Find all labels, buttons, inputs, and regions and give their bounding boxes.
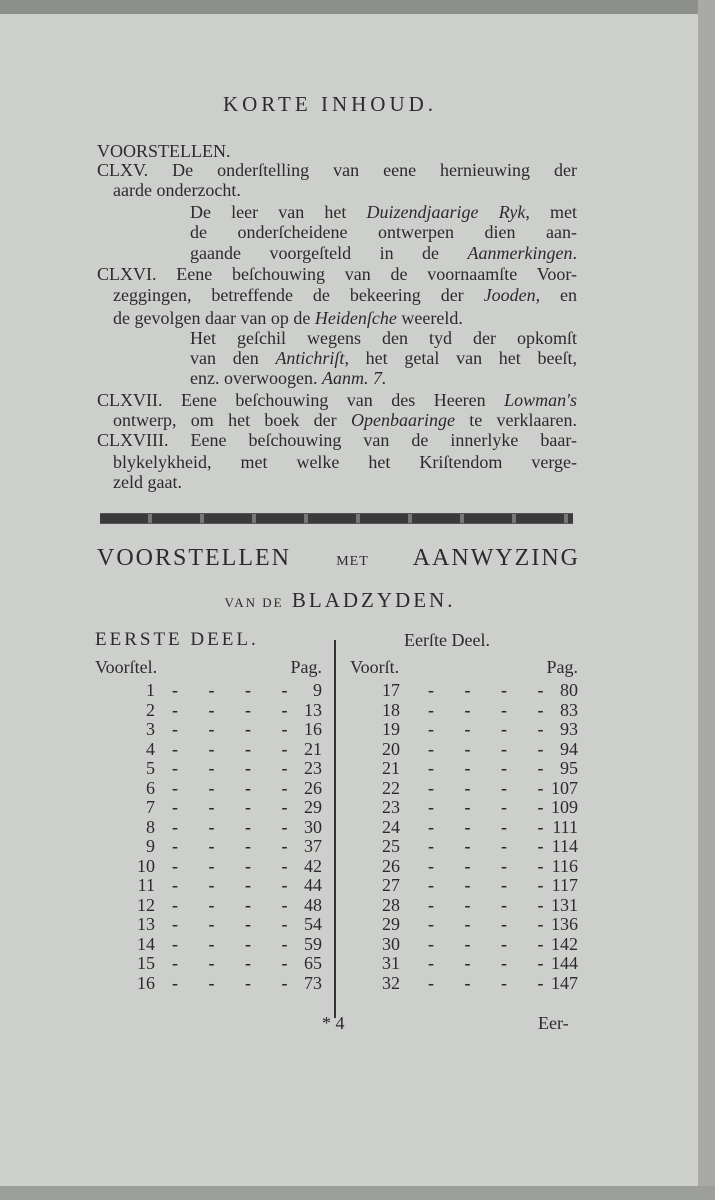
- proposition-number: 26: [382, 855, 400, 876]
- text: .: [572, 243, 577, 263]
- leader-dashes: - - - -: [428, 972, 557, 993]
- contents-line: [97, 389, 577, 411]
- leader-dashes: - - - -: [172, 914, 301, 934]
- text: CLXV. De onderſtelling van eene hernieuwing der: [97, 160, 577, 180]
- page-number: 26: [304, 777, 322, 798]
- page-number: 54: [304, 914, 322, 934]
- text: ontwerp, om het boek der: [113, 410, 351, 430]
- leader-dashes: - - - -: [172, 738, 301, 759]
- text: gaande voorgeſteld in de: [190, 243, 468, 263]
- leader-dashes: - - - -: [172, 933, 301, 954]
- contents-line: [113, 307, 463, 329]
- proposition-number: 30: [382, 933, 400, 954]
- proposition-number: 28: [382, 894, 400, 915]
- proposition-number: 1: [146, 680, 155, 700]
- text: enz. overwoogen.: [190, 368, 322, 388]
- page-number: 59: [304, 933, 322, 954]
- left-col-page-header: Pag.: [290, 657, 322, 677]
- proposition-number: 2: [146, 699, 155, 720]
- italic-text: Heidenſche: [314, 308, 397, 328]
- page-number: 13: [304, 699, 322, 720]
- leader-dashes: - - - -: [172, 855, 301, 876]
- page-number: 147: [551, 972, 578, 993]
- leader-dashes: - - - -: [172, 875, 301, 895]
- right-col-page-header: Pag.: [546, 657, 578, 677]
- leader-dashes: - - - -: [172, 797, 301, 817]
- scan-edge-top: [0, 0, 715, 14]
- contents-line: [113, 471, 182, 493]
- proposition-number: 8: [146, 816, 155, 837]
- ornamental-rule: [100, 513, 573, 524]
- text: te verklaaren.: [454, 410, 577, 430]
- page-number: 93: [560, 719, 578, 739]
- leader-dashes: - - - -: [428, 855, 557, 876]
- page-number: 42: [304, 855, 322, 876]
- text: van den: [190, 348, 276, 368]
- page-number: 65: [304, 953, 322, 973]
- page-number: 37: [304, 836, 322, 856]
- contents-line: [97, 429, 577, 451]
- italic-text: Duizendjaarige Ryk: [366, 202, 526, 222]
- contents-line: [113, 284, 577, 306]
- contents-line: [190, 221, 577, 243]
- leader-dashes: - - - -: [172, 758, 301, 778]
- proposition-number: 20: [382, 738, 400, 759]
- proposition-number: 13: [137, 914, 155, 934]
- left-col-number-header: Voorſtel.: [95, 657, 158, 677]
- page-number: 21: [304, 738, 322, 759]
- proposition-number: 24: [382, 816, 400, 837]
- proposition-number: 6: [146, 777, 155, 798]
- italic-text: Openbaaringe: [350, 410, 455, 430]
- page-number: 114: [551, 836, 578, 856]
- proposition-number: 14: [137, 933, 155, 954]
- text: CLXVI. Eene beſchouwing van de voornaamſte Voor-: [97, 264, 577, 284]
- page-number: 136: [551, 914, 578, 934]
- proposition-number: 19: [382, 719, 400, 739]
- signature-mark: * 4: [322, 1013, 345, 1033]
- contents-line: [97, 159, 577, 181]
- leader-dashes: - - - -: [428, 797, 557, 817]
- text: VOORSTELLEN.: [97, 141, 231, 161]
- page-number: 16: [304, 719, 322, 739]
- text: , en: [535, 285, 577, 305]
- text: , met: [525, 202, 577, 222]
- right-table-title: Eerſte Deel.: [404, 630, 490, 650]
- leader-dashes: - - - -: [428, 836, 557, 856]
- text: aarde onderzocht.: [113, 180, 241, 200]
- proposition-number: 9: [146, 836, 155, 856]
- contents-line: [113, 451, 577, 473]
- catchword: Eer-: [538, 1013, 569, 1033]
- proposition-number: 16: [137, 972, 155, 993]
- proposition-number: 22: [382, 777, 400, 798]
- leader-dashes: - - - -: [428, 875, 557, 895]
- italic-text: Lowman's: [504, 390, 577, 410]
- italic-text: Aanm. 7.: [321, 368, 387, 388]
- text: de gevolgen daar van op de: [113, 308, 315, 328]
- leader-dashes: - - - -: [172, 777, 301, 798]
- text: zeld gaat.: [113, 472, 182, 492]
- page-number: 30: [304, 816, 322, 837]
- page-number: 107: [551, 777, 578, 798]
- text: blykelykheid, met welke het Kriſtendom verge-: [113, 452, 577, 472]
- proposition-number: 31: [382, 953, 400, 973]
- proposition-number: 7: [146, 797, 155, 817]
- leader-dashes: - - - -: [428, 738, 557, 759]
- leader-dashes: - - - -: [428, 719, 557, 739]
- page-number: 116: [551, 855, 578, 876]
- text: CLXVIII. Eene beſchouwing van de innerlyke baar-: [97, 430, 577, 450]
- leader-dashes: - - - -: [172, 894, 301, 915]
- left-table-title: EERSTE DEEL.: [95, 629, 259, 650]
- proposition-number: 27: [382, 875, 400, 895]
- page-number: 80: [560, 680, 578, 700]
- proposition-number: 17: [382, 680, 400, 700]
- text: de onderſcheidene ontwerpen dien aan-: [190, 222, 577, 242]
- page-number: 83: [560, 699, 578, 720]
- column-divider: [334, 640, 336, 1018]
- contents-line: [97, 263, 577, 285]
- italic-text: Jooden: [483, 285, 536, 305]
- italic-text: Antichriſt: [275, 348, 345, 368]
- right-col-number-header: Voorſt.: [350, 657, 400, 677]
- page-number: 48: [304, 894, 322, 915]
- proposition-number: 5: [146, 758, 155, 778]
- proposition-number: 4: [146, 738, 155, 759]
- section-heading: [97, 545, 580, 572]
- leader-dashes: - - - -: [428, 777, 557, 798]
- text: weereld.: [396, 308, 463, 328]
- page-number: 144: [551, 953, 578, 973]
- contents-line: [190, 327, 577, 349]
- page-number: 73: [304, 972, 322, 993]
- contents-line: [113, 179, 241, 201]
- proposition-number: 15: [137, 953, 155, 973]
- section-subheading: [0, 588, 680, 613]
- page-number: 9: [313, 680, 322, 700]
- proposition-number: 32: [382, 972, 400, 993]
- leader-dashes: - - - -: [172, 836, 301, 856]
- proposition-number: 21: [382, 758, 400, 778]
- leader-dashes: - - - -: [428, 914, 557, 934]
- page-number: 29: [304, 797, 322, 817]
- contents-line: [113, 409, 577, 431]
- proposition-number: 10: [137, 855, 155, 876]
- page-number: 117: [551, 875, 578, 895]
- text: De leer van het: [190, 202, 367, 222]
- contents-line: [190, 201, 577, 223]
- page-number: 44: [304, 875, 322, 895]
- text: Het geſchil wegens den tyd der opkomſt: [190, 328, 577, 348]
- page-number: 94: [560, 738, 578, 759]
- page-number: 131: [551, 894, 578, 915]
- subheading-part: VAN DE: [224, 595, 284, 610]
- leader-dashes: - - - -: [172, 972, 301, 993]
- scan-edge-bottom: [0, 1186, 715, 1200]
- page-number: 142: [551, 933, 578, 954]
- leader-dashes: - - - -: [428, 758, 557, 778]
- italic-text: Aanmerkingen: [467, 243, 573, 263]
- page-number: 109: [551, 797, 578, 817]
- proposition-number: 23: [382, 797, 400, 817]
- heading-part: AANWYZING: [412, 545, 580, 571]
- page-number: 111: [552, 816, 578, 837]
- page-number: 23: [304, 758, 322, 778]
- proposition-number: 29: [382, 914, 400, 934]
- proposition-number: 18: [382, 699, 400, 720]
- proposition-number: 11: [137, 875, 155, 895]
- leader-dashes: - - - -: [172, 680, 301, 700]
- leader-dashes: - - - -: [172, 816, 301, 837]
- contents-line: [190, 347, 577, 369]
- leader-dashes: - - - -: [172, 699, 301, 720]
- proposition-number: 12: [137, 894, 155, 915]
- text: , het getal van het beeſt,: [344, 348, 577, 368]
- text: zeggingen, betreffende de bekeering der: [113, 285, 484, 305]
- proposition-number: 3: [146, 719, 155, 739]
- leader-dashes: - - - -: [428, 894, 557, 915]
- leader-dashes: - - - -: [172, 953, 301, 973]
- scan-edge-right: [698, 0, 715, 1200]
- subheading-part: BLADZYDEN.: [291, 588, 456, 612]
- leader-dashes: - - - -: [428, 953, 557, 973]
- leader-dashes: - - - -: [172, 719, 301, 739]
- proposition-number: 25: [382, 836, 400, 856]
- heading-part: VOORSTELLEN: [97, 545, 291, 571]
- heading-part: MET: [336, 554, 369, 569]
- page-title: KORTE INHOUD.: [222, 92, 438, 116]
- contents-line: [190, 367, 386, 389]
- leader-dashes: - - - -: [428, 699, 557, 720]
- leader-dashes: - - - -: [428, 680, 557, 700]
- contents-line: [190, 242, 577, 264]
- page-number: 95: [560, 758, 578, 778]
- leader-dashes: - - - -: [428, 933, 557, 954]
- leader-dashes: - - - -: [428, 816, 557, 837]
- text: CLXVII. Eene beſchouwing van des Heeren: [97, 390, 505, 410]
